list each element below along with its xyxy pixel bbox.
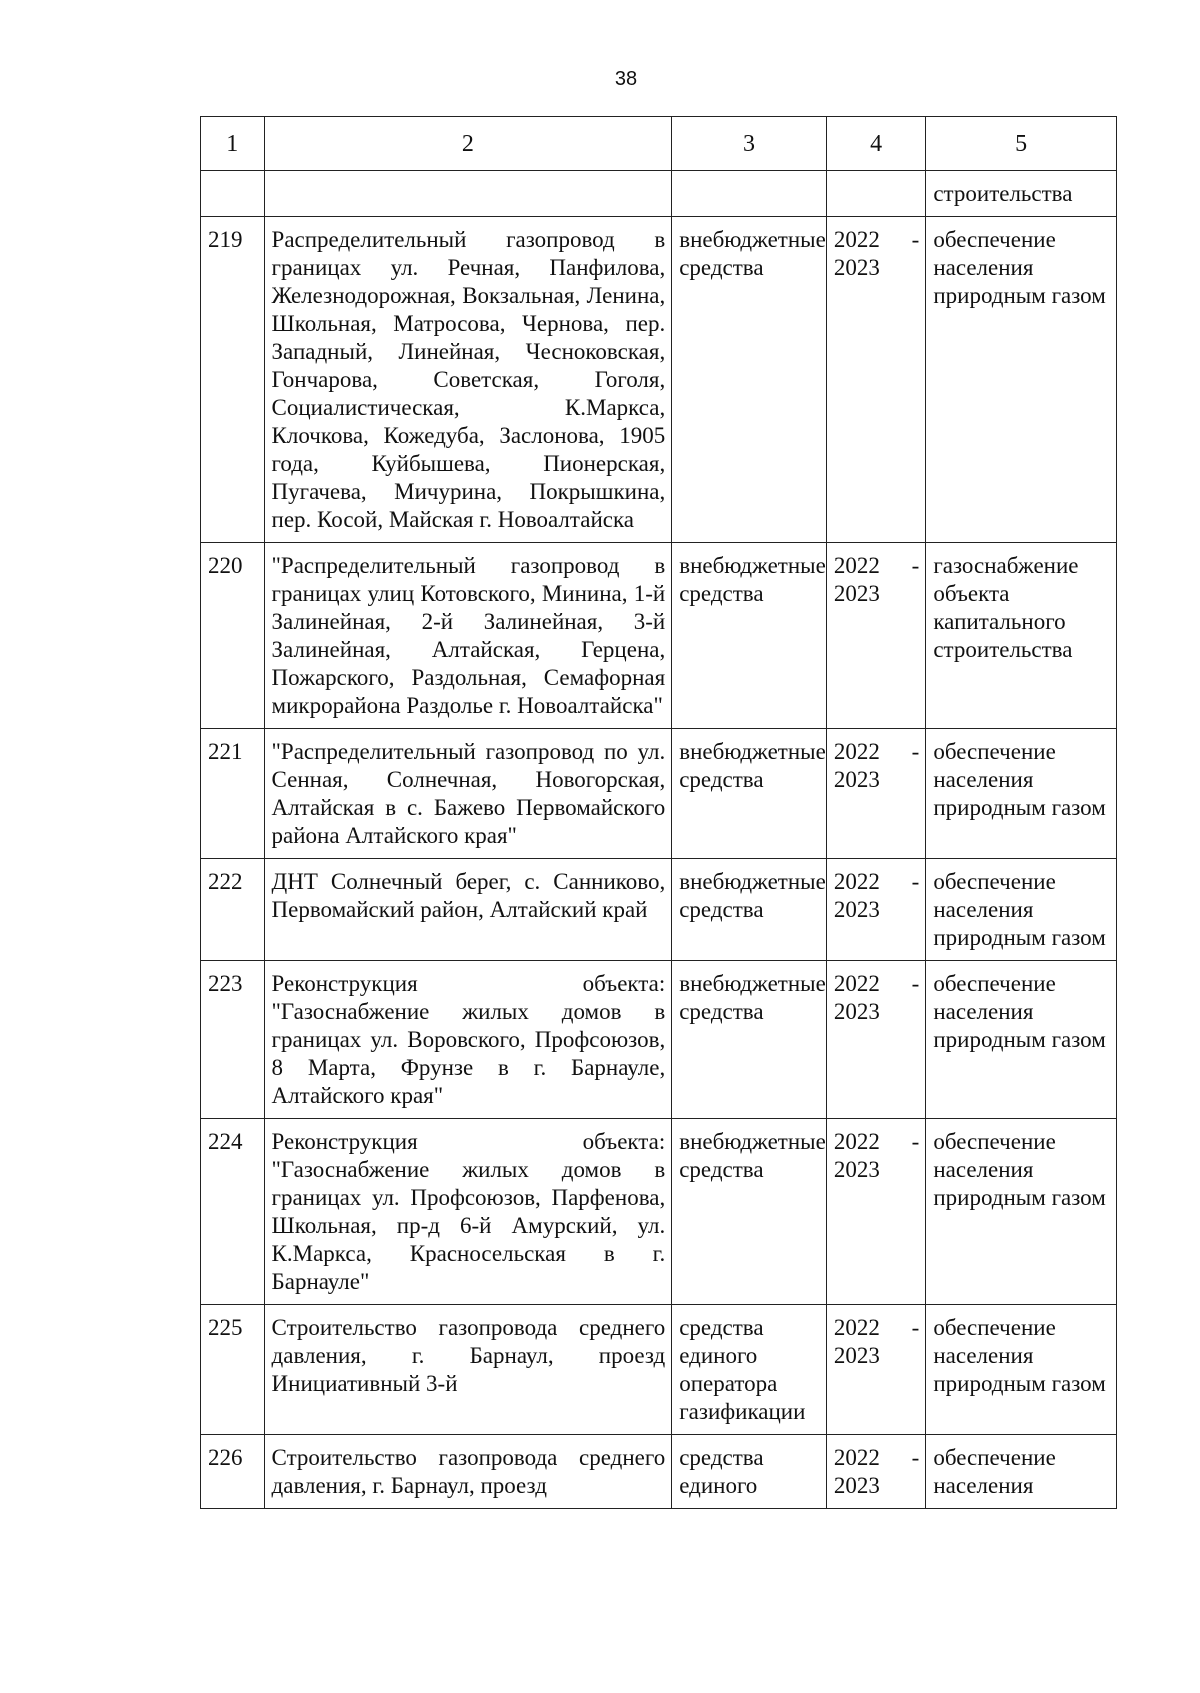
object-name-cell: Реконструкция объекта: "Газоснабжение жилых домов в границах ул. Профсоюзов, Парфенова, Школьная, пр-д 6-й Амурский, ул. К.Маркса, Красносельская в г. Барнауле" [264, 1119, 672, 1305]
years-cell [826, 543, 926, 729]
purpose-cell: газоснабжение объекта капитального строительства [926, 543, 1117, 729]
object-name-cell: Реконструкция объекта: "Газоснабжение жилых домов в границах ул. Воровского, Профсоюзов, 8 Марта, Фрунзе в г. Барнауле, Алтайского края" [264, 961, 672, 1119]
year-dash: - [911, 227, 920, 252]
table-row [201, 729, 1117, 859]
year-dash: - [911, 869, 920, 894]
header-col-2: 2 [264, 117, 672, 171]
years-start-line [834, 1314, 920, 1342]
carry-years-cell [826, 171, 926, 217]
table-row [201, 1305, 1117, 1435]
purpose-cell: обеспечение населения природным газом [926, 961, 1117, 1119]
funding-source-cell: средства единого [672, 1435, 827, 1509]
funding-source-cell: внебюджетные средства [672, 217, 827, 543]
year-to: 2023 [833, 1473, 880, 1498]
year-to: 2023 [833, 255, 880, 280]
purpose-cell: обеспечение населения природным газом [926, 1119, 1117, 1305]
row-number-cell: 222 [201, 859, 265, 961]
years-start-line [834, 1128, 920, 1156]
funding-source-cell: внебюджетные средства [672, 543, 827, 729]
object-name-cell: "Распределительный газопровод в границах улиц Котовского, Минина, 1-й Залинейная, 2-й Залинейная, 3-й Залинейная, Алтайская, Герцена, Пожарского, Раздольная, Семафорная микрорайона Раздолье г. Новоалтайска" [264, 543, 672, 729]
carry-source-cell [672, 171, 827, 217]
years-cell [826, 961, 926, 1119]
purpose-cell: обеспечение населения природным газом [926, 1305, 1117, 1435]
year-to: 2023 [833, 999, 880, 1024]
year-to: 2023 [833, 1157, 880, 1182]
year-from: 2022 [833, 869, 880, 894]
year-from: 2022 [833, 739, 880, 764]
page-number: 38 [614, 68, 638, 90]
table-body [201, 171, 1117, 1509]
year-from: 2022 [833, 1445, 880, 1470]
year-from: 2022 [833, 971, 880, 996]
funding-source-cell: внебюджетные средства [672, 859, 827, 961]
table-row [201, 1435, 1117, 1509]
carry-purpose-cell: строительства [926, 171, 1117, 217]
table-row [201, 859, 1117, 961]
years-start-line [834, 868, 920, 896]
year-dash: - [911, 1315, 920, 1340]
table-row [201, 543, 1117, 729]
header-row [201, 117, 1117, 171]
carry-over-row [201, 171, 1117, 217]
years-cell [826, 217, 926, 543]
years-cell [826, 859, 926, 961]
year-dash: - [911, 553, 920, 578]
row-number-cell: 223 [201, 961, 265, 1119]
purpose-cell: обеспечение населения природным газом [926, 217, 1117, 543]
carry-name-cell [264, 171, 672, 217]
row-number-cell: 221 [201, 729, 265, 859]
year-to: 2023 [833, 897, 880, 922]
year-to: 2023 [833, 767, 880, 792]
year-dash: - [911, 1129, 920, 1154]
table-row [201, 961, 1117, 1119]
header-col-1: 1 [201, 117, 265, 171]
table-row [201, 1119, 1117, 1305]
funding-source-cell: внебюджетные средства [672, 1119, 827, 1305]
table-row [201, 217, 1117, 543]
years-cell [826, 1435, 926, 1509]
header-col-5: 5 [926, 117, 1117, 171]
row-number-cell: 224 [201, 1119, 265, 1305]
year-from: 2022 [833, 1129, 880, 1154]
years-start-line [834, 552, 920, 580]
funding-source-cell: внебюджетные средства [672, 961, 827, 1119]
year-from: 2022 [833, 553, 880, 578]
objects-table [200, 116, 1117, 1509]
purpose-cell: обеспечение населения природным газом [926, 859, 1117, 961]
purpose-cell: обеспечение населения [926, 1435, 1117, 1509]
header-col-4: 4 [826, 117, 926, 171]
year-dash: - [911, 739, 920, 764]
row-number-cell: 220 [201, 543, 265, 729]
year-dash: - [911, 971, 920, 996]
years-start-line [834, 738, 920, 766]
carry-num-cell [201, 171, 265, 217]
year-from: 2022 [833, 1315, 880, 1340]
object-name-cell: "Распределительный газопровод по ул. Сенная, Солнечная, Новогорская, Алтайская в с. Бажево Первомайского района Алтайского края" [264, 729, 672, 859]
year-to: 2023 [833, 581, 880, 606]
year-to: 2023 [833, 1343, 880, 1368]
years-cell [826, 729, 926, 859]
funding-source-cell: внебюджетные средства [672, 729, 827, 859]
years-cell [826, 1119, 926, 1305]
object-name-cell: Строительство газопровода среднего давления, г. Барнаул, проезд [264, 1435, 672, 1509]
years-start-line [834, 1444, 920, 1472]
year-from: 2022 [833, 227, 880, 252]
row-number-cell: 226 [201, 1435, 265, 1509]
row-number-cell: 219 [201, 217, 265, 543]
years-cell [826, 1305, 926, 1435]
years-start-line [834, 226, 920, 254]
object-name-cell: ДНТ Солнечный берег, с. Санниково, Первомайский район, Алтайский край [264, 859, 672, 961]
purpose-cell: обеспечение населения природным газом [926, 729, 1117, 859]
object-name-cell: Строительство газопровода среднего давления, г. Барнаул, проезд Инициативный 3-й [264, 1305, 672, 1435]
row-number-cell: 225 [201, 1305, 265, 1435]
funding-source-cell: средства единого оператора газификации [672, 1305, 827, 1435]
year-dash: - [911, 1445, 920, 1470]
years-start-line [834, 970, 920, 998]
object-name-cell: Распределительный газопровод в границах ул. Речная, Панфилова, Железнодорожная, Вокзальная, Ленина, Школьная, Матросова, Чернова, пер. Западный, Линейная, Чесноковская, Гончарова, Советская, Гоголя, Социалистическая, К.Маркса, Клочкова, Кожедуба, Заслонова, 1905 года, Куйбышева, Пионерская, Пугачева, Мичурина, Покрышкина, пер. Косой, Майская г. Новоалтайска [264, 217, 672, 543]
header-col-3: 3 [672, 117, 827, 171]
